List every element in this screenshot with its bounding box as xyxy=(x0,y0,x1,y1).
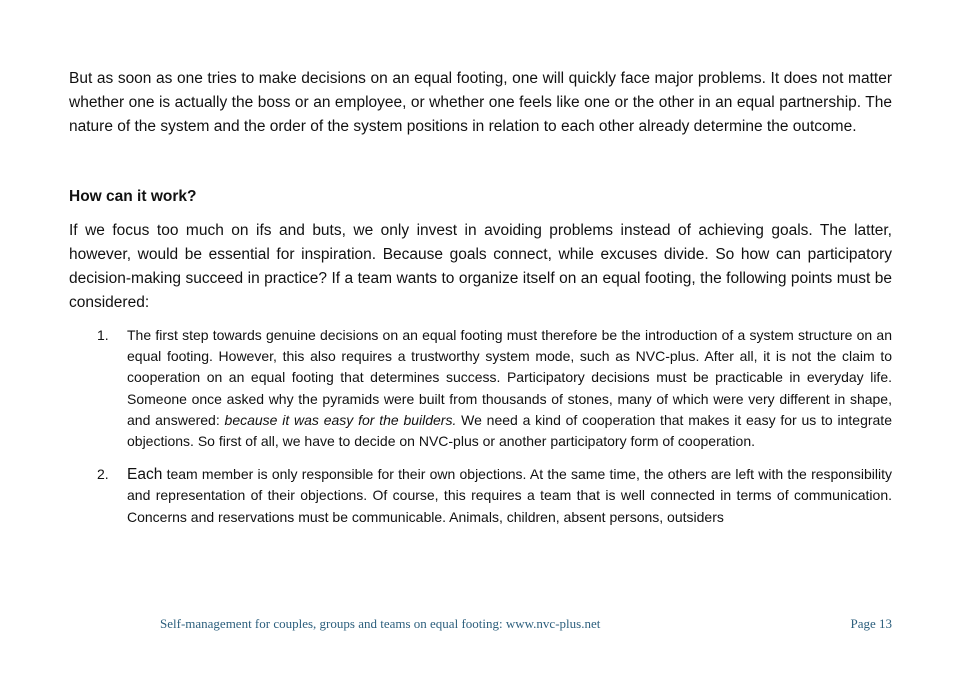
list-item-text: team member is only responsible for their own objections. At the same time, the others are left with the responsibility and representation of their objections. Of course, this requires a team that is well connected in terms of communication. Concerns and reservations must be communicable. Animals, children, absent persons, outsiders xyxy=(127,466,892,525)
footer-title: Self-management for couples, groups and teams on equal footing: www.nvc-plus.net xyxy=(160,616,601,631)
list-item-text: The first step towards genuine decisions on an equal footing must therefore be the introduction of a system structure on an equal footing. However, this also requires a trustworthy system mode, such as NVC-plus. After all, it is not the claim to cooperation on an equal footing that determines success. Participatory decisions must be practicable in everyday life. Someone once asked why the pyramids were built from thousands of stones, many of which were very different in shape, and answered: xyxy=(127,327,892,428)
list-item-text-continued: We need a kind of cooperation that makes it easy for us to integrate objections. So first of all, we have to decide on NVC-plus or another participatory form of cooperation. xyxy=(127,411,892,450)
list-item xyxy=(69,464,892,528)
list-item-italic-quote: because it was easy for the builders. xyxy=(224,411,457,428)
list-item-number: 2. xyxy=(97,466,109,483)
page-content xyxy=(69,67,892,528)
numbered-list xyxy=(69,325,892,528)
page-number: Page 13 xyxy=(850,616,892,631)
intro-paragraph: But as soon as one tries to make decisions on an equal footing, one will quickly face major problems. It does not matter whether one is actually the boss or an employee, or whether one feels like one or the other in an equal partnership. The nature of the system and the order of the system positions in relation to each other already determine the outcome. xyxy=(69,70,892,135)
list-item xyxy=(69,325,892,452)
section-heading: How can it work? xyxy=(69,188,197,205)
body-paragraph: If we focus too much on ifs and buts, we only invest in avoiding problems instead of achieving goals. The latter, however, would be essential for inspiration. Because goals connect, while excuses divide. So how can participatory decision-making succeed in practice? If a team wants to organize itself on an equal footing, the following points must be considered: xyxy=(69,222,892,311)
list-item-number: 1. xyxy=(97,327,109,343)
list-item-first-word: Each xyxy=(127,466,163,484)
